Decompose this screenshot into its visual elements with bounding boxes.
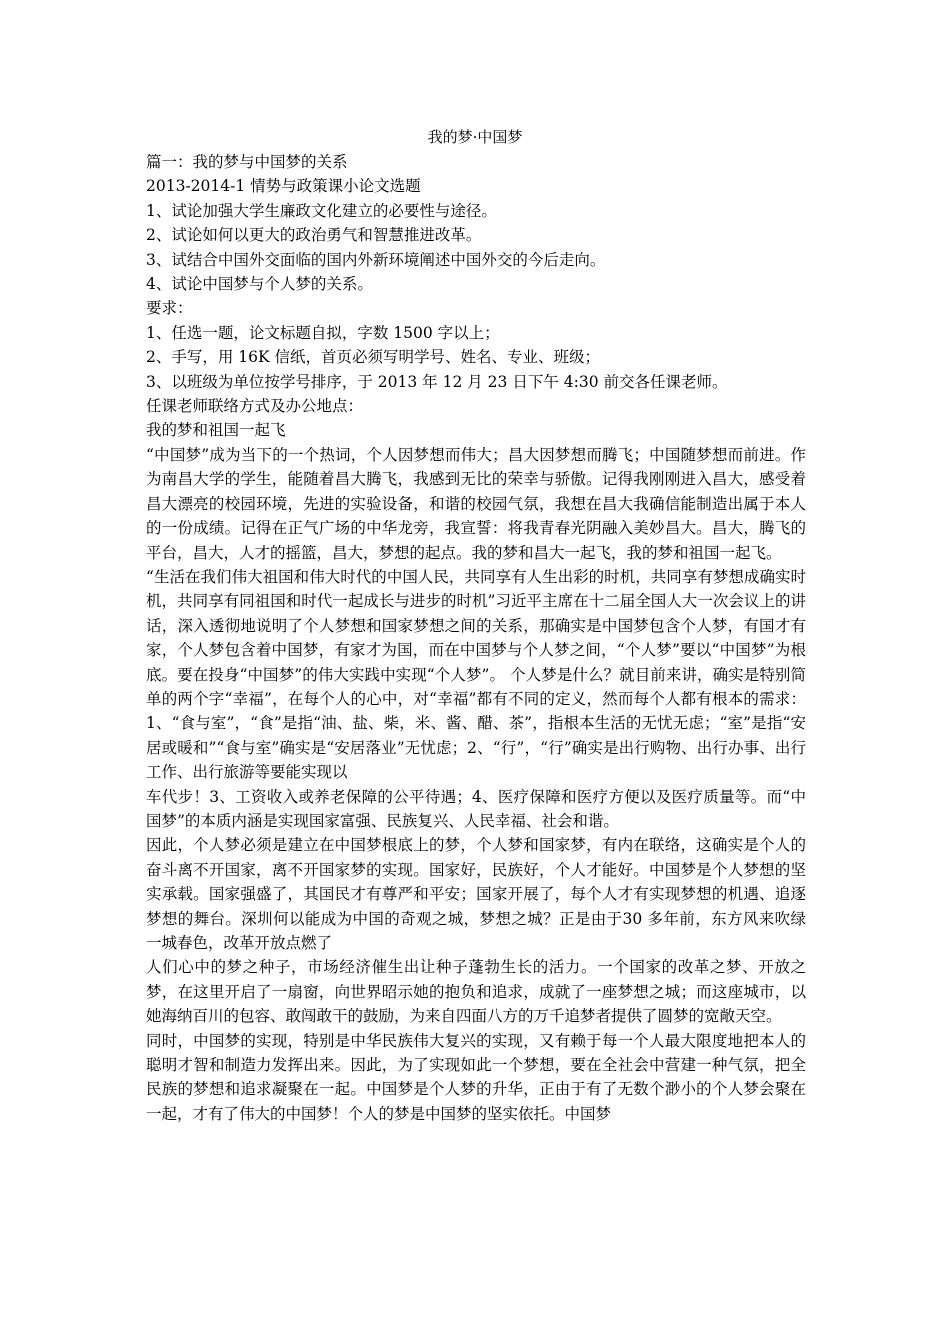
paragraph: 篇一：我的梦与中国梦的关系	[146, 153, 348, 171]
paragraph: 3、试结合中国外交面临的国内外新环境阐述中国外交的今后走向。	[146, 250, 606, 269]
paragraph: 人们心中的梦之种子，市场经济催生出让种子蓬勃生长的活力。一个国家的改革之梦、开放之梦，在这里开启了一扇窗，向世界昭示她的抱负和追求，成就了一座梦想之城；而这座城市，以她海纳百川的包容、敢闯敢干的鼓励，为来自四面八方的万千追梦者提供了圆梦的宽敞天空。	[146, 958, 806, 1026]
document-title: 我的梦·中国梦	[427, 128, 523, 146]
paragraph: 2、手写，用 16K 信纸，首页必须写明学号、姓名、专业、班级；	[146, 348, 601, 367]
paragraph: 2013-2014-1 情势与政策课小论文选题	[146, 177, 421, 196]
paragraph: 4、试论中国梦与个人梦的关系。	[146, 275, 373, 294]
paragraph: 我的梦和祖国一起飞	[146, 421, 286, 440]
paragraph: 任课老师联络方式及办公地点：	[146, 397, 364, 416]
paragraph: 因此，个人梦必须是建立在中国梦根底上的梦，个人梦和国家梦，有内在联络，这确实是个人的奋斗离不开国家，离不开国家梦的实现。国家好，民族好，个人才能好。中国梦是个人梦想的坚实承载。国家强盛了，其国民才有尊严和平安；国家开展了，每个人才有实现梦想的机遇、追逐梦想的舞台。深圳何以能成为中国的奇观之城，梦想之城？正是由于30 多年前，东方风来吹绿一城春色，改革开放点燃了	[146, 836, 806, 952]
paragraph: 1、试论加强大学生廉政文化建立的必要性与途径。	[146, 201, 497, 220]
paragraph: 车代步！3、工资收入或养老保障的公平待遇；4、医疗保障和医疗方便以及医疗质量等。而“中国梦”的本质内涵是实现国家富强、民族复兴、人民幸福、社会和谐。	[146, 787, 806, 830]
paragraph: “中国梦”成为当下的一个热词，个人因梦想而伟大；昌大因梦想而腾飞；中国随梦想而前进。作为南昌大学的学生，能随着昌大腾飞，我感到无比的荣幸与骄傲。记得我刚刚进入昌大，感受着昌大漂亮的校园环境，先进的实验设备，和谐的校园气氛，我想在昌大我确信能制造出属于本人的一份成绩。记得在正气广场的中华龙旁，我宣誓：将我青春光阴融入美妙昌大。昌大，腾飞的平台，昌大，人才的摇篮，昌大，梦想的起点。我的梦和昌大一起飞，我的梦和祖国一起飞。	[146, 445, 806, 562]
paragraph: “生活在我们伟大祖国和伟大时代的中国人民，共同享有人生出彩的时机，共同享有梦想成确实时机，共同享有同祖国和时代一起成长与进步的时机”习近平主席在十二届全国人大一次会议上的讲话，深入透彻地说明了个人梦想和国家梦想之间的关系，那确实是中国梦包含个人梦，有国才有家，个人梦包含着中国梦，有家才为国，而在中国梦与个人梦之间，“个人梦”要以“中国梦”为根底。要在投身“中国梦”的伟大实践中实现“个人梦”。 个人梦是什么？就目前来讲，确实是特别简单的两个字“幸福”，在每个人的心中，对“幸福”都有不同的定义，然而每个人都有根本的需求：1、“食与室”，“食”是指“油、盐、柴，米、酱、醋、茶”，指根本生活的无忧无虑；“室”是指“安居或暖和”“食与室”确实是“安居落业”无忧虑；2、“行”，“行”确实是出行购物、出行办事、出行工作、出行旅游等要能实现以	[146, 567, 806, 782]
paragraph: 要求：	[146, 299, 193, 318]
paragraph: 3、以班级为单位按学号排序，于 2013 年 12 月 23 日下午 4:30 前交各任课老师。	[146, 372, 728, 391]
document-body	[146, 150, 806, 1126]
paragraph: 1、任选一题，论文标题自拟，字数 1500 字以上；	[146, 323, 500, 342]
paragraph: 同时，中国梦的实现，特别是中华民族伟大复兴的实现，又有赖于每一个人最大限度地把本人的聪明才智和制造力发挥出来。因此，为了实现如此一个梦想，要在全社会中营建一种气氛，把全民族的梦想和追求凝聚在一起。中国梦是个人梦的升华，正由于有了无数个渺小的个人梦会聚在一起，才有了伟大的中国梦！个人的梦是中国梦的坚实依托。中国梦	[146, 1031, 806, 1123]
paragraph: 2、试论如何以更大的政治勇气和智慧推进改革。	[146, 226, 482, 245]
